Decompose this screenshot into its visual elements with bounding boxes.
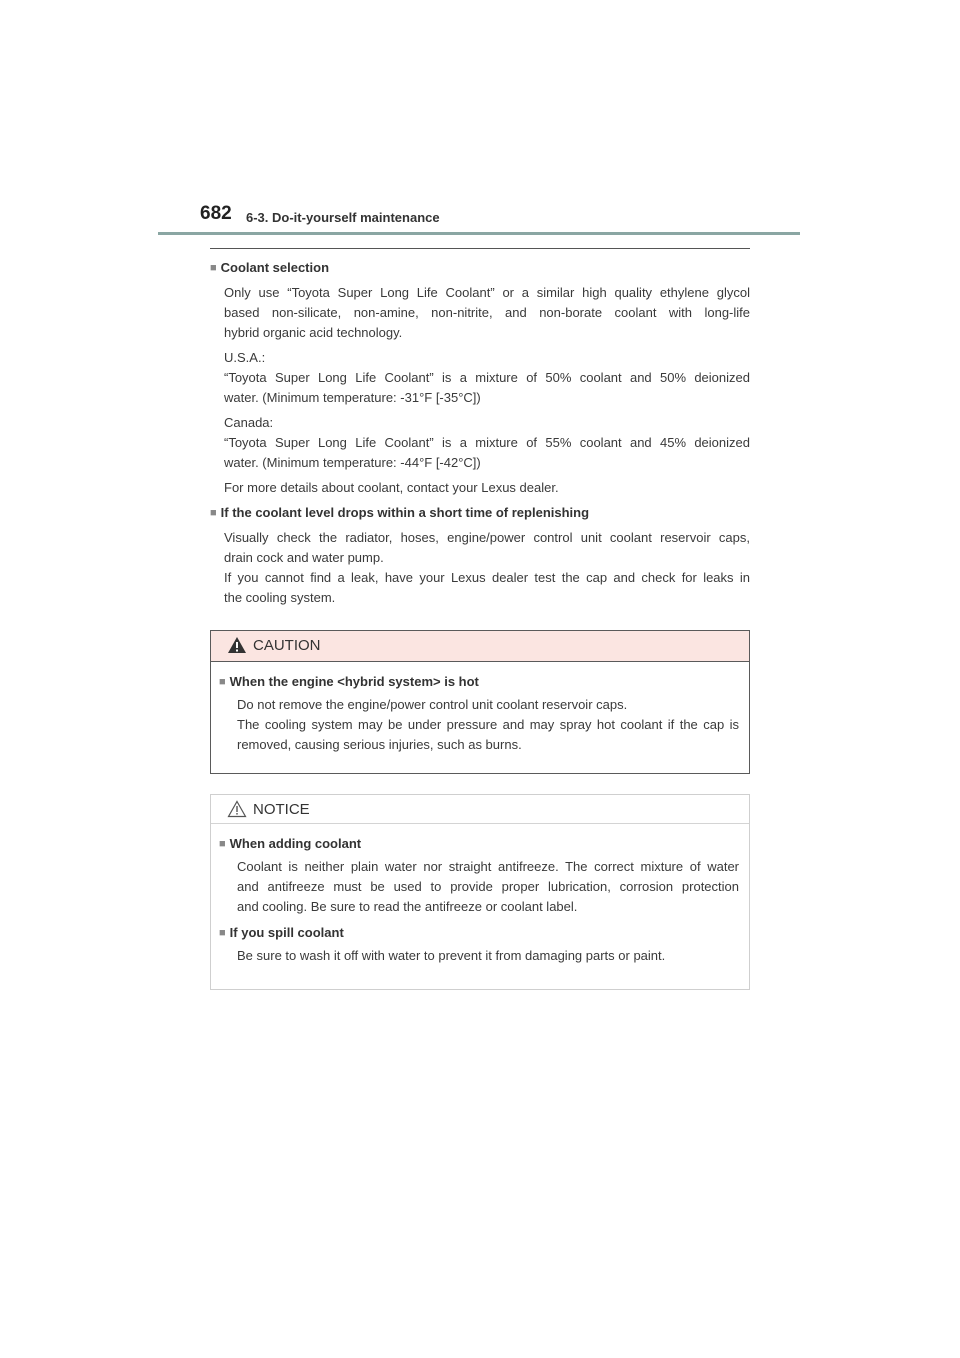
content-top-rule — [210, 248, 750, 249]
header-rule — [158, 232, 800, 235]
notice-text — [237, 857, 739, 917]
bullet-icon: ■ — [219, 838, 226, 850]
caution-body — [211, 662, 749, 755]
text-line: “Toyota Super Long Life Coolant” is a mixture of 50% coolant and 50% deionized — [224, 370, 750, 385]
text-line: Coolant is neither plain water nor straight antifreeze. The correct mixture of water — [237, 859, 739, 874]
notice-heading: ■ When adding coolant — [219, 834, 739, 854]
notice-text — [237, 946, 739, 966]
section-coolant-level-drops — [210, 503, 750, 608]
paragraph — [224, 283, 750, 343]
section-body — [224, 283, 750, 498]
caution-header — [211, 631, 749, 662]
text-line: and antifreeze must be used to provide proper lubrication, corrosion protection — [237, 879, 739, 894]
warning-triangle-outline-icon — [227, 800, 247, 818]
text-line: based non-silicate, non-amine, non-nitrite, and non-borate coolant with long-life — [224, 305, 750, 320]
text-line: Canada: — [224, 415, 274, 430]
text-line: Visually check the radiator, hoses, engine/power control unit coolant reservoir caps, — [224, 530, 750, 545]
notice-box — [210, 794, 750, 990]
text-line: Be sure to wash it off with water to prevent it from damaging parts or paint. — [237, 948, 666, 963]
page-number: 682 — [200, 203, 232, 224]
section-title: 6-3. Do-it-yourself maintenance — [246, 210, 440, 225]
text-line: For more details about coolant, contact your Lexus dealer. — [224, 480, 559, 495]
bullet-icon: ■ — [219, 927, 226, 939]
paragraph — [224, 528, 750, 608]
page-header — [0, 0, 960, 240]
text-line: The cooling system may be under pressure and may spray hot coolant if the cap is — [237, 717, 739, 732]
caution-box — [210, 630, 750, 774]
caution-heading: ■ When the engine <hybrid system> is hot — [219, 672, 739, 692]
text-line: water. (Minimum temperature: -31°F [-35°C]) — [224, 390, 481, 405]
notice-heading: ■ If you spill coolant — [219, 923, 739, 943]
text-line: Only use “Toyota Super Long Life Coolant” or a similar high quality ethylene glycol — [224, 285, 750, 300]
text-line: hybrid organic acid technology. — [224, 325, 403, 340]
text-line: the cooling system. — [224, 590, 336, 605]
text-line: removed, causing serious injuries, such as burns. — [237, 737, 522, 752]
text-line: and cooling. Be sure to read the antifreeze or coolant label. — [237, 899, 578, 914]
bullet-icon: ■ — [210, 507, 217, 519]
caution-text — [237, 695, 739, 755]
warning-triangle-icon — [227, 636, 247, 654]
bullet-icon: ■ — [219, 676, 226, 688]
section-body — [224, 528, 750, 608]
bullet-icon: ■ — [210, 262, 217, 274]
caution-title: CAUTION — [253, 637, 321, 654]
paragraph — [224, 478, 750, 498]
text-line: drain cock and water pump. — [224, 550, 384, 565]
notice-title: NOTICE — [253, 801, 310, 818]
text-line: water. (Minimum temperature: -44°F [-42°C]) — [224, 455, 481, 470]
paragraph — [224, 413, 750, 473]
paragraph — [224, 348, 750, 408]
notice-body — [211, 824, 749, 966]
text-line: U.S.A.: — [224, 350, 266, 365]
text-line: If you cannot find a leak, have your Lexus dealer test the cap and check for leaks in — [224, 570, 750, 585]
section-coolant-selection — [210, 258, 750, 498]
notice-header — [211, 795, 749, 824]
text-line: Do not remove the engine/power control unit coolant reservoir caps. — [237, 697, 628, 712]
main-content — [210, 258, 750, 613]
section-heading: ■ Coolant selection — [210, 258, 750, 278]
text-line: “Toyota Super Long Life Coolant” is a mixture of 55% coolant and 45% deionized — [224, 435, 750, 450]
section-heading: ■ If the coolant level drops within a short time of replenishing — [210, 503, 750, 523]
